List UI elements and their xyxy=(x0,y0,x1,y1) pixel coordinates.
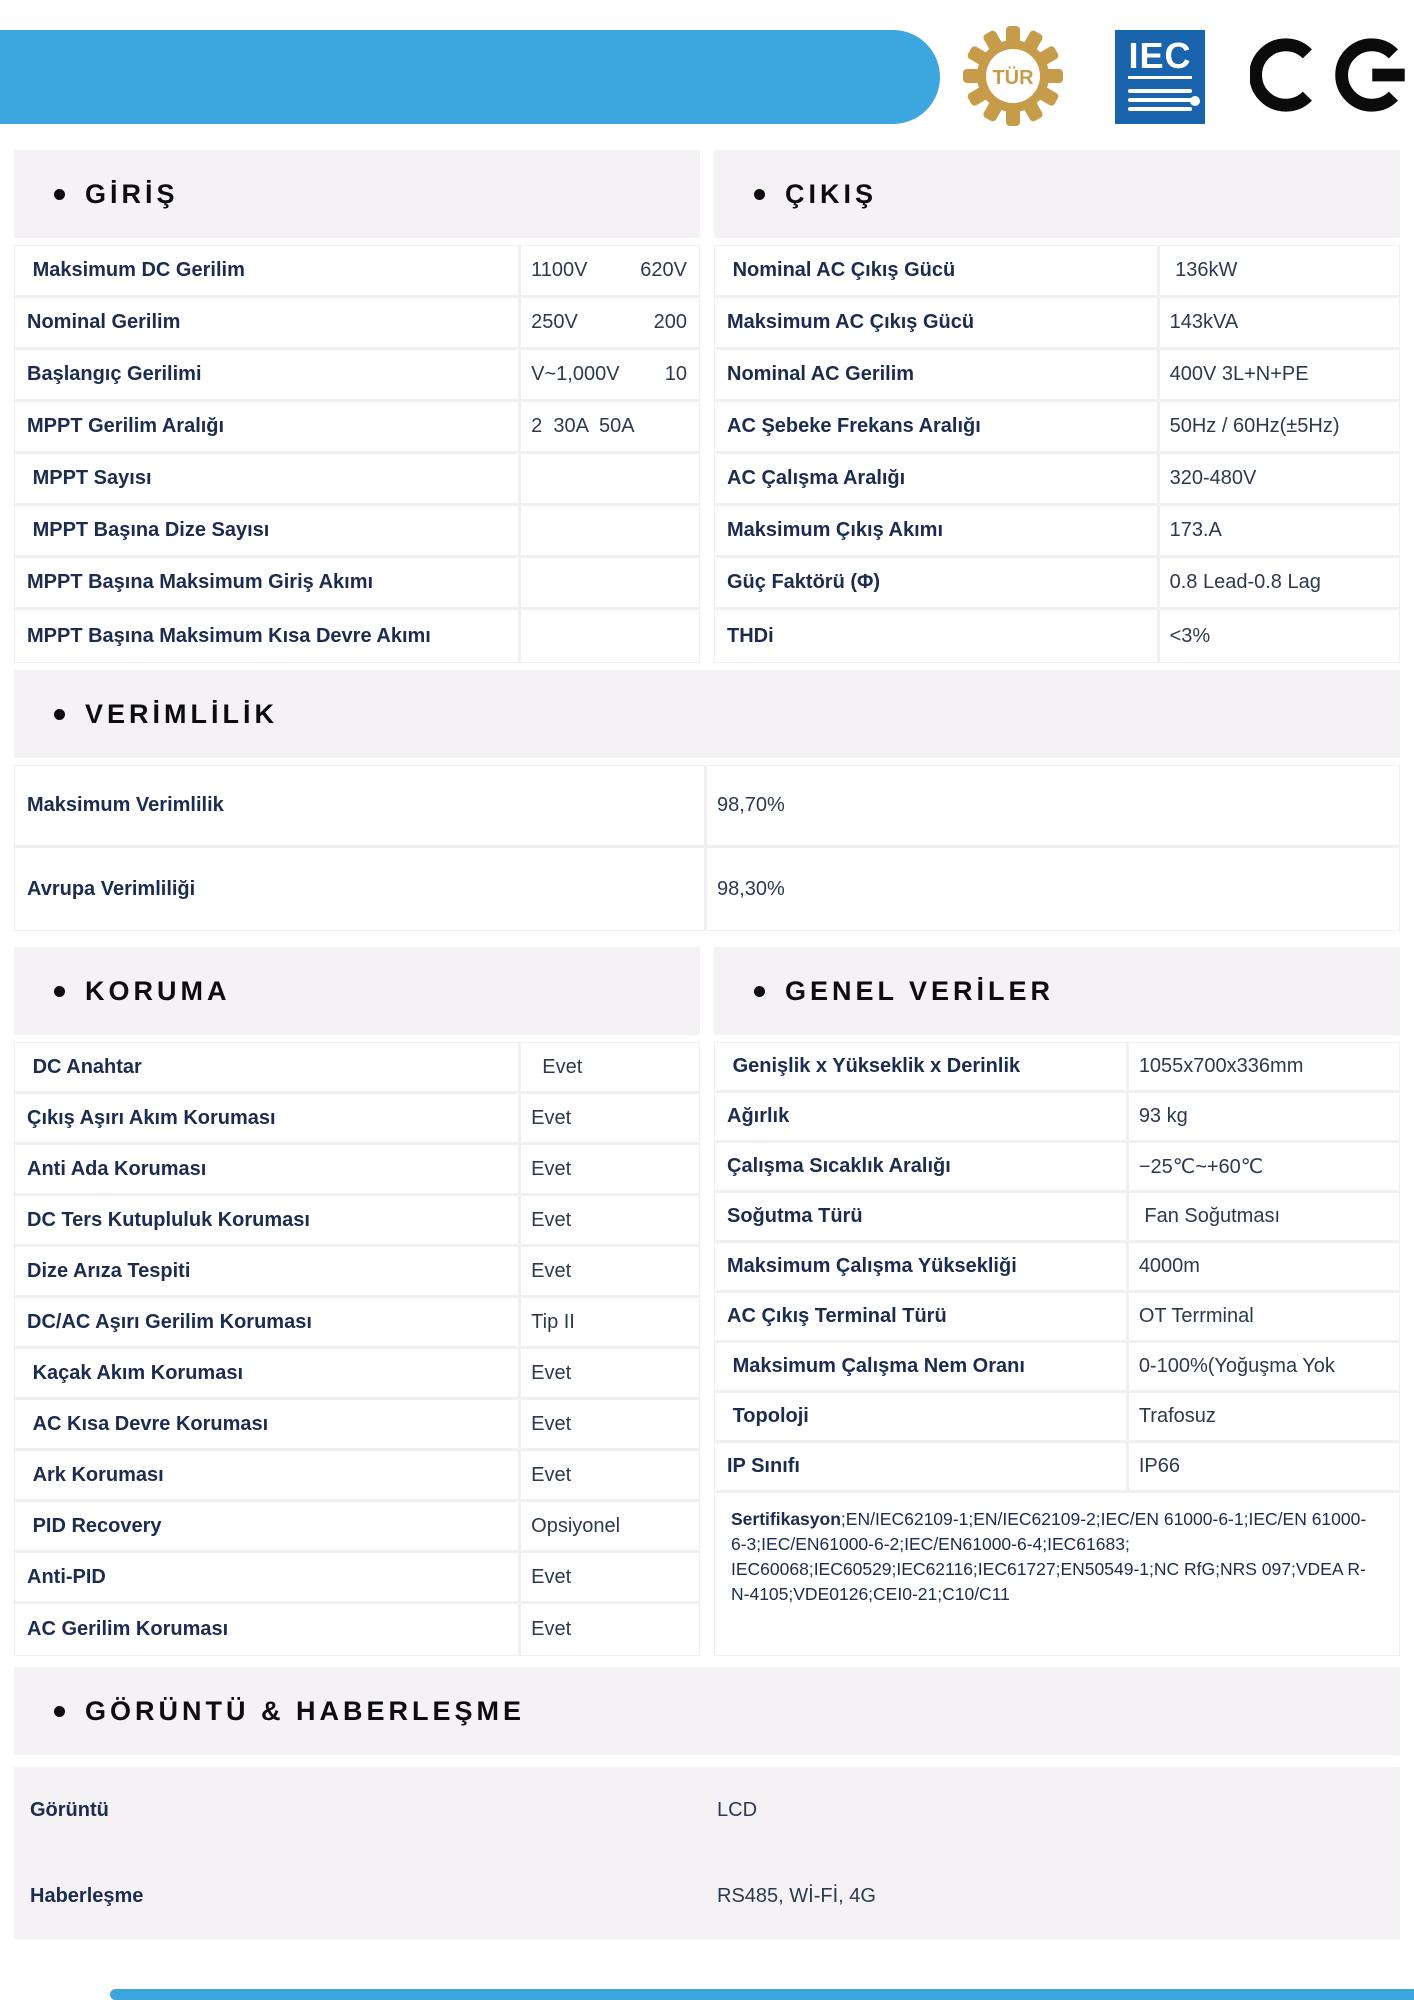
table-row xyxy=(715,1243,1399,1293)
table-row xyxy=(15,848,1399,930)
spec-label: Çalışma Sıcaklık Aralığı xyxy=(715,1143,1129,1190)
spec-label: MPPT Başına Maksimum Kısa Devre Akımı xyxy=(15,610,521,662)
spec-label: DC/AC Aşırı Gerilim Koruması xyxy=(15,1298,521,1346)
input-output-sections xyxy=(14,150,1400,663)
spec-value-text: Tip II xyxy=(531,1310,575,1333)
table-row xyxy=(15,1451,699,1502)
table-row xyxy=(15,506,699,558)
spec-label: AC Şebeke Frekans Aralığı xyxy=(715,402,1160,451)
spec-label: AC Çalışma Aralığı xyxy=(715,454,1160,503)
section-koruma xyxy=(14,947,700,1656)
spec-label: Nominal Gerilim xyxy=(15,298,521,347)
table-row xyxy=(715,1143,1399,1193)
spec-value xyxy=(1129,1443,1399,1490)
certification-label: Sertifikasyon xyxy=(731,1509,841,1529)
spec-label: Maksimum Verimlilik xyxy=(15,766,707,845)
spec-value xyxy=(1160,402,1399,451)
spec-value-text: 98,30% xyxy=(717,877,785,900)
spec-value xyxy=(1160,350,1399,399)
footer-accent-bar xyxy=(110,1989,1414,2000)
spec-value xyxy=(1160,454,1399,503)
spec-value xyxy=(1160,610,1399,662)
spec-label: Soğutma Türü xyxy=(715,1193,1129,1240)
table-row xyxy=(15,1349,699,1400)
bullet-icon xyxy=(754,189,765,200)
cikis-table xyxy=(714,245,1400,663)
table-row xyxy=(15,1247,699,1298)
goruntu-table xyxy=(14,1767,1400,1939)
spec-label: Maksimum Çalışma Yüksekliği xyxy=(715,1243,1129,1290)
spec-value-left: 250V xyxy=(531,311,578,333)
table-row xyxy=(715,558,1399,610)
spec-value-text: Evet xyxy=(531,1157,572,1180)
spec-value xyxy=(521,1451,699,1499)
spec-value-text: 320-480V xyxy=(1169,467,1257,489)
section-title: ÇIKIŞ xyxy=(785,178,878,209)
spec-value-text: IP66 xyxy=(1138,1455,1180,1477)
spec-label: Avrupa Verimliliği xyxy=(15,848,707,930)
table-row xyxy=(715,402,1399,454)
section-goruntu-haberlesme xyxy=(14,1667,1400,1939)
table-row xyxy=(15,350,699,402)
certification-logos xyxy=(955,24,1414,128)
table-row xyxy=(15,1400,699,1451)
section-header-verimlilik xyxy=(14,670,1400,758)
table-row xyxy=(15,610,699,662)
spec-value-text: Evet xyxy=(531,1412,572,1435)
spec-value-text: Trafosuz xyxy=(1138,1405,1216,1427)
spec-value-text: Evet xyxy=(531,1463,572,1486)
table-row xyxy=(715,246,1399,298)
spec-label: Ark Koruması xyxy=(15,1451,521,1499)
iec-logo-dot xyxy=(1190,96,1200,106)
table-row xyxy=(15,298,699,350)
certification-block xyxy=(715,1493,1399,1655)
section-header-cikis xyxy=(714,150,1400,238)
spec-value xyxy=(707,848,1399,930)
table-row xyxy=(715,1093,1399,1143)
spec-value-text: Evet xyxy=(531,1565,572,1588)
table-row xyxy=(15,246,699,298)
table-row xyxy=(15,1604,699,1655)
spec-value-text: 93 kg xyxy=(1138,1105,1188,1127)
spec-label: Anti Ada Koruması xyxy=(15,1145,521,1193)
spec-value-text: −25℃~+60℃ xyxy=(1138,1156,1264,1178)
spec-value xyxy=(707,766,1399,845)
tuv-logo-text: TÜR xyxy=(992,67,1034,89)
spec-value xyxy=(521,610,699,662)
table-row xyxy=(715,298,1399,350)
section-header-giris xyxy=(14,150,700,238)
spec-value xyxy=(521,1604,699,1655)
page-header xyxy=(0,0,1414,136)
spec-value xyxy=(1160,558,1399,607)
iec-logo xyxy=(1115,30,1205,124)
iec-logo-text: IEC xyxy=(1128,38,1191,79)
spec-label: DC Anahtar xyxy=(15,1043,521,1091)
spec-content xyxy=(0,150,1414,1939)
table-row xyxy=(15,1196,699,1247)
spec-value xyxy=(521,1502,699,1550)
spec-value xyxy=(1129,1393,1399,1440)
spec-value-left: V~1,000V xyxy=(531,363,620,385)
spec-label: IP Sınıfı xyxy=(715,1443,1129,1490)
table-row xyxy=(715,1393,1399,1443)
table-row xyxy=(715,1343,1399,1393)
table-row xyxy=(15,1043,699,1094)
spec-label: Genişlik x Yükseklik x Derinlik xyxy=(715,1043,1129,1090)
table-row xyxy=(15,454,699,506)
spec-label: Çıkış Aşırı Akım Koruması xyxy=(15,1094,521,1142)
spec-value xyxy=(521,1553,699,1601)
spec-value-text: 98,70% xyxy=(717,794,785,816)
spec-value xyxy=(1129,1243,1399,1290)
spec-value-text: <3% xyxy=(1169,624,1211,647)
spec-value-right: 200 xyxy=(653,311,687,333)
spec-label: DC Ters Kutupluluk Koruması xyxy=(15,1196,521,1244)
table-row xyxy=(15,1145,699,1196)
section-title: KORUMA xyxy=(85,975,231,1006)
spec-value-text: Evet xyxy=(531,1259,572,1282)
table-row xyxy=(15,1502,699,1553)
spec-value xyxy=(707,1767,1400,1853)
spec-value-text: 0.8 Lead-0.8 Lag xyxy=(1169,571,1321,593)
spec-label: Maksimum Çıkış Akımı xyxy=(715,506,1160,555)
table-row xyxy=(715,1293,1399,1343)
spec-value xyxy=(1160,506,1399,555)
spec-label: Ağırlık xyxy=(715,1093,1129,1140)
bullet-icon xyxy=(54,709,65,720)
section-title: GENEL VERİLER xyxy=(785,975,1055,1006)
spec-value xyxy=(521,1145,699,1193)
spec-value xyxy=(1160,246,1399,295)
ce-mark-icon xyxy=(1250,28,1410,122)
bullet-icon xyxy=(54,1706,65,1717)
table-row xyxy=(15,766,1399,848)
certification-text: ;EN/IEC62109-1;EN/IEC62109-2;IEC/EN 61000-6-1;IEC/EN 61000-6-3;IEC/EN61000-6-2;IEC/EN61000-6-4;IEC61683; IEC60068;IEC60529;IEC62116;IEC61727;EN50549-1;NC RfG;NRS 097;VDEA R-N-4105;VDE0126;CEI0-21;C10/C11 xyxy=(731,1509,1367,1604)
spec-label: AC Gerilim Koruması xyxy=(15,1604,521,1655)
table-row xyxy=(715,454,1399,506)
spec-value-left: 1100V xyxy=(531,259,588,281)
spec-value xyxy=(521,454,699,503)
table-row xyxy=(15,558,699,610)
spec-label: PID Recovery xyxy=(15,1502,521,1550)
spec-label: Maksimum DC Gerilim xyxy=(15,246,521,295)
table-row xyxy=(715,350,1399,402)
table-row xyxy=(15,402,699,454)
section-verimlilik xyxy=(14,670,1400,931)
iec-logo-lines xyxy=(1128,89,1192,116)
spec-value xyxy=(521,1400,699,1448)
spec-label: Başlangıç Gerilimi xyxy=(15,350,521,399)
spec-value-text: 143kVA xyxy=(1169,311,1239,333)
spec-value xyxy=(521,1247,699,1295)
spec-value-text: 50Hz / 60Hz(±5Hz) xyxy=(1169,415,1340,437)
spec-value-text: Evet xyxy=(531,1208,572,1231)
spec-value-text: Fan Soğutması xyxy=(1138,1205,1280,1227)
tuv-gear-icon xyxy=(963,26,1063,126)
spec-value xyxy=(1129,1343,1399,1390)
spec-value-text: 0-100%(Yoğuşma Yok xyxy=(1138,1355,1335,1377)
spec-value xyxy=(707,1853,1400,1939)
section-header-genel xyxy=(714,947,1400,1035)
spec-label: Topoloji xyxy=(715,1393,1129,1440)
table-row xyxy=(15,1298,699,1349)
spec-value xyxy=(521,1196,699,1244)
genel-table xyxy=(714,1042,1400,1656)
spec-value xyxy=(521,350,699,399)
spec-label: Görüntü xyxy=(30,1798,109,1821)
spec-value xyxy=(521,1298,699,1346)
table-row xyxy=(715,610,1399,662)
koruma-table xyxy=(14,1042,700,1656)
spec-label: Haberleşme xyxy=(30,1884,144,1907)
spec-value-text: Opsiyonel xyxy=(531,1514,621,1537)
spec-value xyxy=(521,506,699,555)
spec-value-text: 4000m xyxy=(1138,1255,1200,1277)
spec-value-text: Evet xyxy=(531,1361,572,1384)
spec-value-text: 173.A xyxy=(1169,519,1222,541)
spec-label: AC Kısa Devre Koruması xyxy=(15,1400,521,1448)
spec-label: Güç Faktörü (Φ) xyxy=(715,558,1160,607)
section-cikis xyxy=(714,150,1400,663)
spec-value xyxy=(1129,1193,1399,1240)
spec-label: THDi xyxy=(715,610,1160,662)
section-genel-veriler xyxy=(714,947,1400,1656)
spec-value-left: 2 30A 50A xyxy=(531,415,635,437)
spec-value xyxy=(1160,298,1399,347)
spec-value xyxy=(521,1094,699,1142)
spec-label: MPPT Gerilim Aralığı xyxy=(15,402,521,451)
spec-value-text: LCD xyxy=(717,1798,758,1821)
table-row xyxy=(14,1767,1400,1853)
spec-value-text: 400V 3L+N+PE xyxy=(1169,363,1309,385)
header-accent-bar xyxy=(0,30,940,124)
spec-value-text: OT Terrminal xyxy=(1138,1305,1254,1327)
spec-value-right: 620V xyxy=(640,259,687,281)
table-row xyxy=(715,1043,1399,1093)
table-row xyxy=(15,1094,699,1145)
spec-value xyxy=(521,246,699,295)
section-title: GÖRÜNTÜ & HABERLEŞME xyxy=(85,1695,526,1726)
protection-general-sections xyxy=(14,947,1400,1656)
spec-label: Anti-PID xyxy=(15,1553,521,1601)
spec-label: MPPT Sayısı xyxy=(15,454,521,503)
spec-value xyxy=(521,1349,699,1397)
spec-value-text: Evet xyxy=(531,1106,572,1129)
spec-label: Nominal AC Çıkış Gücü xyxy=(715,246,1160,295)
spec-value-text: RS485, Wİ-Fİ, 4G xyxy=(717,1884,876,1907)
table-row xyxy=(15,1553,699,1604)
giris-table xyxy=(14,245,700,663)
spec-label: Maksimum AC Çıkış Gücü xyxy=(715,298,1160,347)
spec-label: Kaçak Akım Koruması xyxy=(15,1349,521,1397)
table-row xyxy=(14,1853,1400,1939)
table-row xyxy=(715,506,1399,558)
spec-label: Dize Arıza Tespiti xyxy=(15,1247,521,1295)
spec-value xyxy=(521,402,699,451)
spec-label: Maksimum Çalışma Nem Oranı xyxy=(715,1343,1129,1390)
bullet-icon xyxy=(754,986,765,997)
spec-label: MPPT Başına Maksimum Giriş Akımı xyxy=(15,558,521,607)
spec-value-right: 10 xyxy=(664,363,687,385)
spec-label: MPPT Başına Dize Sayısı xyxy=(15,506,521,555)
bullet-icon xyxy=(54,189,65,200)
section-header-goruntu xyxy=(14,1667,1400,1755)
spec-value xyxy=(1129,1143,1399,1190)
spec-value-text: 136kW xyxy=(1169,259,1238,281)
section-title: GİRİŞ xyxy=(85,178,179,209)
spec-value xyxy=(1129,1043,1399,1090)
bullet-icon xyxy=(54,986,65,997)
section-title: VERİMLİLİK xyxy=(85,698,278,729)
spec-value xyxy=(1129,1293,1399,1340)
section-giris xyxy=(14,150,700,663)
spec-value xyxy=(521,558,699,607)
spec-label: AC Çıkış Terminal Türü xyxy=(715,1293,1129,1340)
table-row xyxy=(715,1193,1399,1243)
spec-value-text: Evet xyxy=(531,1618,572,1640)
spec-value-text: Evet xyxy=(531,1055,583,1078)
spec-value xyxy=(521,298,699,347)
table-row xyxy=(715,1443,1399,1493)
spec-value xyxy=(1129,1093,1399,1140)
spec-label: Nominal AC Gerilim xyxy=(715,350,1160,399)
verimlilik-table xyxy=(14,765,1400,931)
spec-value-text: 1055x700x336mm xyxy=(1138,1055,1304,1077)
section-header-koruma xyxy=(14,947,700,1035)
spec-value xyxy=(521,1043,699,1091)
